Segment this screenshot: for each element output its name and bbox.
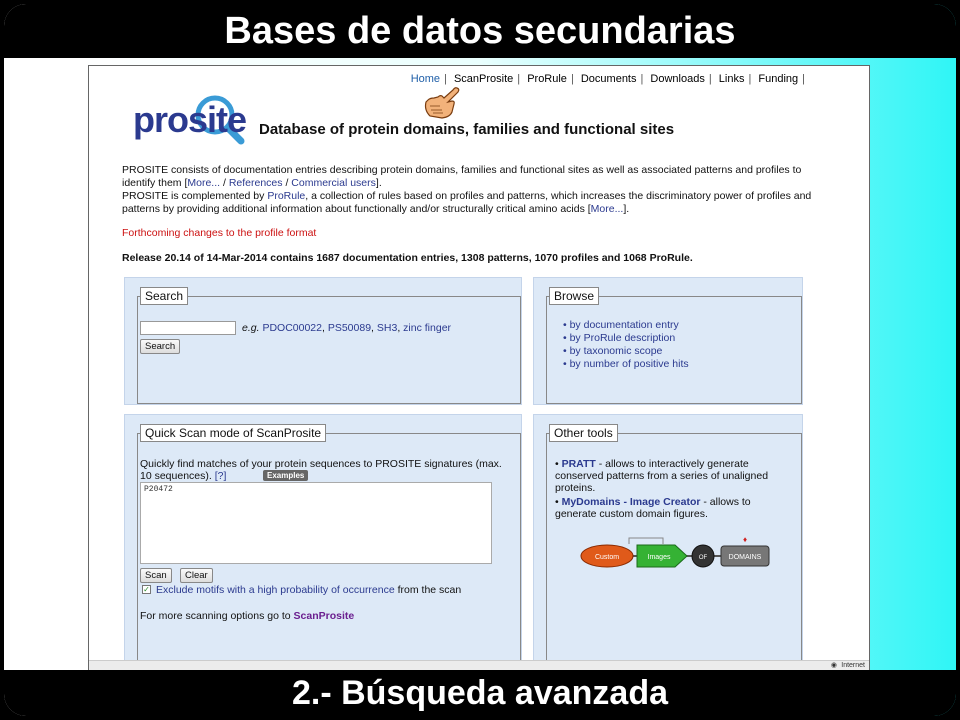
clear-button[interactable]: Clear: [180, 568, 213, 583]
more-link-2[interactable]: More...: [590, 203, 624, 215]
browse-taxonomic-scope[interactable]: • by taxonomic scope: [563, 345, 689, 358]
pointing-hand-icon: [422, 84, 462, 122]
internet-zone-label: Internet: [841, 662, 865, 669]
nav-downloads[interactable]: Downloads: [650, 73, 705, 85]
slide: [4, 4, 956, 716]
slide-footer: 2.- Búsqueda avanzada: [4, 670, 956, 716]
exclude-motifs-checkbox[interactable]: ✓: [143, 585, 150, 594]
example-zinc-finger[interactable]: zinc finger: [403, 322, 452, 334]
svg-text:♦: ♦: [742, 535, 748, 544]
domain-label-domains: DOMAINS: [728, 554, 762, 561]
search-examples: e.g. PDOC00022, PS50089, SH3, zinc finger: [242, 322, 452, 334]
search-legend: Search: [140, 287, 188, 305]
search-button[interactable]: Search: [140, 339, 180, 354]
mydomains-item: • MyDomains - Image Creator - allows to generate custom domain figures.: [555, 496, 751, 520]
browse-positive-hits[interactable]: • by number of positive hits: [563, 358, 689, 371]
browse-legend: Browse: [549, 287, 599, 305]
internet-zone-icon: ◉: [830, 662, 837, 669]
forthcoming-link[interactable]: Forthcoming changes to the profile format: [122, 227, 317, 239]
browse-list: [563, 319, 689, 371]
other-tools-panel: [533, 414, 803, 662]
domain-label-images: Images: [647, 554, 671, 561]
quickscan-legend: Quick Scan mode of ScanProsite: [140, 424, 326, 442]
slide-title: Bases de datos secundarias: [4, 4, 956, 58]
page-tagline: Database of protein domains, families and functional sites: [259, 121, 675, 138]
more-options-text: For more scanning options go to ScanProsite: [140, 610, 355, 622]
domain-label-custom: Custom: [594, 554, 620, 561]
nav-home[interactable]: Home: [410, 73, 441, 85]
examples-button[interactable]: Examples: [263, 470, 308, 481]
intro-text: PROSITE consists of documentation entries describing protein domains, families and functional sites as well as associated patterns and profiles to identify them [More... / References / Commercial users]. PROSITE is complemented by ProRule, a collection of rules based on profiles and patterns, which increases the discriminatory power of profiles and patterns by providing additional information about functionally and/or structurally critical amino acids [More...].: [122, 164, 812, 215]
pratt-link[interactable]: PRATT: [561, 458, 596, 470]
commercial-users-link[interactable]: Commercial users: [291, 177, 376, 189]
references-link[interactable]: References: [228, 177, 283, 189]
example-sh3[interactable]: SH3: [376, 322, 398, 334]
nav-funding[interactable]: Funding: [758, 73, 799, 85]
browse-prorule-description[interactable]: • by ProRule description: [563, 332, 689, 345]
quickscan-help-link[interactable]: [?]: [214, 470, 227, 482]
domain-label-of: OF: [698, 555, 708, 561]
prosite-logo[interactable]: [133, 93, 245, 147]
more-link-1[interactable]: More...: [187, 177, 221, 189]
exclude-motifs-label: Exclude motifs with a high probability of occurrence from the scan: [156, 584, 462, 596]
sequence-textarea[interactable]: P20472: [140, 482, 492, 564]
nav-prorule[interactable]: ProRule: [527, 73, 567, 85]
search-fieldset: [137, 289, 521, 404]
search-panel: [124, 277, 522, 405]
other-tools-legend: Other tools: [549, 424, 618, 442]
other-tools-fieldset: [546, 426, 802, 661]
browse-documentation-entry[interactable]: • by documentation entry: [563, 319, 689, 332]
top-navigation: Home | ScanProsite | ProRule | Documents | Downloads | Links | Funding |: [407, 73, 805, 85]
quickscan-panel: [124, 414, 522, 662]
nav-documents[interactable]: Documents: [580, 73, 637, 85]
quickscan-description: Quickly find matches of your protein sequences to PROSITE signatures (max. 10 sequences). [?]: [140, 458, 502, 482]
exclude-motifs-link[interactable]: Exclude motifs with a high probability of occurrence: [156, 584, 395, 596]
mydomains-image-icon[interactable]: [579, 534, 775, 570]
browser-statusbar: [89, 660, 869, 670]
pratt-item: • PRATT - allows to interactively generate conserved patterns from a series of unaligned proteins.: [555, 458, 769, 494]
quickscan-fieldset: [137, 426, 521, 661]
browse-fieldset: [546, 289, 802, 404]
scanprosite-link[interactable]: ScanProsite: [293, 610, 355, 622]
prorule-link[interactable]: ProRule: [267, 190, 306, 202]
mydomains-link[interactable]: MyDomains - Image Creator: [561, 496, 701, 508]
scan-button[interactable]: Scan: [140, 568, 172, 583]
search-input[interactable]: [140, 321, 236, 335]
example-ps50089[interactable]: PS50089: [327, 322, 372, 334]
nav-links[interactable]: Links: [718, 73, 745, 85]
release-info: Release 20.14 of 14-Mar-2014 contains 1687 documentation entries, 1308 patterns, 1070 profiles and 1068 ProRule.: [122, 252, 693, 264]
nav-scanprosite[interactable]: ScanProsite: [453, 73, 514, 85]
example-pdoc00022[interactable]: PDOC00022: [262, 322, 322, 334]
browser-window: [88, 65, 870, 671]
browse-panel: [533, 277, 803, 405]
logo-text: prosite: [133, 99, 247, 140]
